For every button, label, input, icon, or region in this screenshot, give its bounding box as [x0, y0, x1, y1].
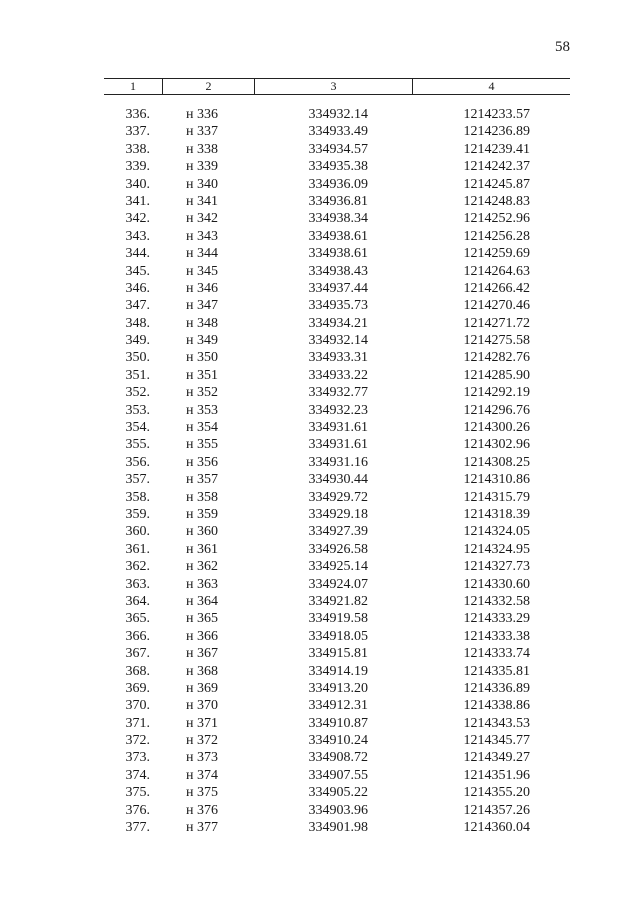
coordinate-x: 334926.58	[308, 541, 368, 557]
table-row	[0, 367, 639, 384]
coordinate-x: 334919.58	[308, 611, 368, 627]
coordinate-y: 1214285.90	[463, 367, 530, 383]
table-row	[0, 419, 639, 436]
coordinate-y: 1214302.96	[463, 437, 530, 453]
coordinate-y: 1214239.41	[463, 141, 530, 157]
row-index: 360.	[125, 524, 150, 540]
table-row	[0, 767, 639, 784]
point-name: н 341	[186, 193, 218, 209]
coordinate-x: 334933.31	[308, 350, 368, 366]
coordinate-y: 1214333.74	[463, 646, 530, 662]
row-index: 355.	[125, 437, 150, 453]
point-name: н 348	[186, 315, 218, 331]
point-name: н 368	[186, 663, 218, 679]
coordinate-x: 334915.81	[308, 646, 368, 662]
point-name: н 364	[186, 593, 218, 609]
coordinate-y: 1214324.05	[463, 524, 530, 540]
table-row	[0, 645, 639, 662]
point-name: н 352	[186, 385, 218, 401]
point-name: н 353	[186, 402, 218, 418]
row-index: 349.	[125, 333, 150, 349]
table-row	[0, 280, 639, 297]
row-index: 340.	[125, 176, 150, 192]
coordinate-x: 334905.22	[308, 785, 368, 801]
point-name: н 377	[186, 820, 218, 836]
row-index: 375.	[125, 785, 150, 801]
row-index: 364.	[125, 593, 150, 609]
point-name: н 362	[186, 559, 218, 575]
point-name: н 376	[186, 802, 218, 818]
row-index: 359.	[125, 506, 150, 522]
coordinate-x: 334932.77	[308, 385, 368, 401]
coordinate-x: 334927.39	[308, 524, 368, 540]
row-index: 341.	[125, 193, 150, 209]
coordinate-y: 1214315.79	[463, 489, 530, 505]
column-header-3: 3	[254, 79, 412, 94]
coordinate-y: 1214327.73	[463, 559, 530, 575]
table-row	[0, 489, 639, 506]
row-index: 361.	[125, 541, 150, 557]
point-name: н 372	[186, 733, 218, 749]
coordinate-x: 334938.61	[308, 246, 368, 262]
point-name: н 338	[186, 141, 218, 157]
table-row	[0, 158, 639, 175]
point-name: н 347	[186, 298, 218, 314]
column-header-4: 4	[412, 79, 570, 94]
point-name: н 363	[186, 576, 218, 592]
coordinate-y: 1214330.60	[463, 576, 530, 592]
row-index: 348.	[125, 315, 150, 331]
coordinate-y: 1214296.76	[463, 402, 530, 418]
row-index: 339.	[125, 159, 150, 175]
row-index: 366.	[125, 628, 150, 644]
point-name: н 350	[186, 350, 218, 366]
coordinate-x: 334924.07	[308, 576, 368, 592]
coordinate-y: 1214236.89	[463, 124, 530, 140]
coordinate-x: 334931.61	[308, 437, 368, 453]
coordinate-y: 1214292.19	[463, 385, 530, 401]
table-row	[0, 193, 639, 210]
row-index: 338.	[125, 141, 150, 157]
point-name: н 369	[186, 680, 218, 696]
coordinate-x: 334933.49	[308, 124, 368, 140]
row-index: 350.	[125, 350, 150, 366]
table-row	[0, 819, 639, 836]
point-name: н 356	[186, 454, 218, 470]
coordinate-x: 334936.81	[308, 193, 368, 209]
coordinate-y: 1214355.20	[463, 785, 530, 801]
coordinate-x: 334937.44	[308, 280, 368, 296]
point-name: н 345	[186, 263, 218, 279]
table-row	[0, 210, 639, 227]
coordinate-x: 334932.14	[308, 107, 368, 122]
table-row	[0, 610, 639, 627]
point-name: н 371	[186, 715, 218, 731]
coordinate-table-body	[0, 106, 639, 836]
coordinate-x: 334908.72	[308, 750, 368, 766]
row-index: 358.	[125, 489, 150, 505]
coordinate-y: 1214349.27	[463, 750, 530, 766]
coordinate-x: 334921.82	[308, 593, 368, 609]
point-name: н 365	[186, 611, 218, 627]
coordinate-x: 334914.19	[308, 663, 368, 679]
table-row	[0, 576, 639, 593]
row-index: 351.	[125, 367, 150, 383]
row-index: 347.	[125, 298, 150, 314]
coordinate-y: 1214245.87	[463, 176, 530, 192]
table-row	[0, 228, 639, 245]
table-row	[0, 663, 639, 680]
coordinate-x: 334929.72	[308, 489, 368, 505]
coordinate-x: 334938.61	[308, 228, 368, 244]
row-index: 354.	[125, 420, 150, 436]
coordinate-y: 1214351.96	[463, 767, 530, 783]
coordinate-y: 1214275.58	[463, 333, 530, 349]
point-name: н 343	[186, 228, 218, 244]
coordinate-x: 334925.14	[308, 559, 368, 575]
coordinate-x: 334913.20	[308, 680, 368, 696]
point-name: н 336	[186, 107, 218, 122]
coordinate-x: 334910.87	[308, 715, 368, 731]
coordinate-x: 334932.14	[308, 333, 368, 349]
point-name: н 357	[186, 472, 218, 488]
row-index: 337.	[125, 124, 150, 140]
coordinate-y: 1214248.83	[463, 193, 530, 209]
coordinate-y: 1214242.37	[463, 159, 530, 175]
coordinate-y: 1214333.29	[463, 611, 530, 627]
coordinate-y: 1214338.86	[463, 698, 530, 714]
coordinate-y: 1214300.26	[463, 420, 530, 436]
coordinate-x: 334903.96	[308, 802, 368, 818]
point-name: н 342	[186, 211, 218, 227]
point-name: н 373	[186, 750, 218, 766]
column-header-1: 1	[130, 79, 136, 93]
coordinate-y: 1214310.86	[463, 472, 530, 488]
table-row	[0, 558, 639, 575]
row-index: 373.	[125, 750, 150, 766]
table-row	[0, 349, 639, 366]
point-name: н 346	[186, 280, 218, 296]
coordinate-x: 334912.31	[308, 698, 368, 714]
coordinate-y: 1214266.42	[463, 280, 530, 296]
table-row	[0, 106, 639, 123]
coordinate-y: 1214308.25	[463, 454, 530, 470]
row-index: 357.	[125, 472, 150, 488]
coordinate-x: 334910.24	[308, 733, 368, 749]
coordinate-x: 334931.61	[308, 420, 368, 436]
coordinate-y: 1214333.38	[463, 628, 530, 644]
table-row	[0, 297, 639, 314]
coordinate-y: 1214332.58	[463, 593, 530, 609]
coordinate-y: 1214259.69	[463, 246, 530, 262]
row-index: 372.	[125, 733, 150, 749]
point-name: н 349	[186, 333, 218, 349]
coordinate-y: 1214233.57	[463, 107, 530, 122]
table-row	[0, 784, 639, 801]
coordinate-y: 1214345.77	[463, 733, 530, 749]
point-name: н 361	[186, 541, 218, 557]
table-row	[0, 541, 639, 558]
table-row	[0, 732, 639, 749]
row-index: 336.	[125, 107, 150, 122]
row-index: 342.	[125, 211, 150, 227]
point-name: н 337	[186, 124, 218, 140]
table-row	[0, 471, 639, 488]
coordinate-y: 1214324.95	[463, 541, 530, 557]
coordinate-y: 1214336.89	[463, 680, 530, 696]
point-name: н 360	[186, 524, 218, 540]
coordinate-x: 334934.21	[308, 315, 368, 331]
point-name: н 344	[186, 246, 218, 262]
row-index: 368.	[125, 663, 150, 679]
coordinate-x: 334935.73	[308, 298, 368, 314]
coordinate-y: 1214264.63	[463, 263, 530, 279]
table-row	[0, 436, 639, 453]
coordinate-y: 1214335.81	[463, 663, 530, 679]
row-index: 374.	[125, 767, 150, 783]
point-name: н 351	[186, 367, 218, 383]
table-row	[0, 628, 639, 645]
row-index: 362.	[125, 559, 150, 575]
point-name: н 355	[186, 437, 218, 453]
row-index: 371.	[125, 715, 150, 731]
coordinate-y: 1214282.76	[463, 350, 530, 366]
row-index: 377.	[125, 820, 150, 836]
row-index: 365.	[125, 611, 150, 627]
coordinate-y: 1214256.28	[463, 228, 530, 244]
row-index: 343.	[125, 228, 150, 244]
coordinate-x: 334907.55	[308, 767, 368, 783]
coordinate-y: 1214360.04	[463, 820, 530, 836]
table-row	[0, 506, 639, 523]
coordinate-x: 334929.18	[308, 506, 368, 522]
table-row	[0, 123, 639, 140]
table-row	[0, 749, 639, 766]
point-name: н 339	[186, 159, 218, 175]
row-index: 352.	[125, 385, 150, 401]
table-row	[0, 315, 639, 332]
column-header-2: 2	[162, 79, 254, 94]
coordinate-x: 334933.22	[308, 367, 368, 383]
table-row	[0, 402, 639, 419]
table-row	[0, 245, 639, 262]
table-row	[0, 802, 639, 819]
coordinate-x: 334918.05	[308, 628, 368, 644]
table-row	[0, 384, 639, 401]
row-index: 356.	[125, 454, 150, 470]
row-index: 370.	[125, 698, 150, 714]
table-row	[0, 454, 639, 471]
coordinate-x: 334936.09	[308, 176, 368, 192]
table-row	[0, 332, 639, 349]
coordinate-y: 1214270.46	[463, 298, 530, 314]
coordinate-x: 334934.57	[308, 141, 368, 157]
point-name: н 359	[186, 506, 218, 522]
page-number: 58	[555, 39, 570, 55]
point-name: н 366	[186, 628, 218, 644]
point-name: н 340	[186, 176, 218, 192]
coordinate-y: 1214318.39	[463, 506, 530, 522]
coordinate-x: 334938.34	[308, 211, 368, 227]
point-name: н 358	[186, 489, 218, 505]
point-name: н 375	[186, 785, 218, 801]
table-header	[104, 78, 570, 95]
table-row	[0, 523, 639, 540]
coordinate-x: 334901.98	[308, 820, 368, 836]
table-row	[0, 715, 639, 732]
row-index: 367.	[125, 646, 150, 662]
coordinate-x: 334932.23	[308, 402, 368, 418]
row-index: 344.	[125, 246, 150, 262]
coordinate-y: 1214357.26	[463, 802, 530, 818]
row-index: 345.	[125, 263, 150, 279]
coordinate-y: 1214343.53	[463, 715, 530, 731]
row-index: 363.	[125, 576, 150, 592]
coordinate-x: 334930.44	[308, 472, 368, 488]
point-name: н 367	[186, 646, 218, 662]
coordinate-y: 1214252.96	[463, 211, 530, 227]
table-row	[0, 697, 639, 714]
table-row	[0, 680, 639, 697]
row-index: 353.	[125, 402, 150, 418]
point-name: н 370	[186, 698, 218, 714]
row-index: 346.	[125, 280, 150, 296]
point-name: н 354	[186, 420, 218, 436]
coordinate-x: 334931.16	[308, 454, 368, 470]
point-name: н 374	[186, 767, 218, 783]
row-index: 369.	[125, 680, 150, 696]
coordinate-x: 334938.43	[308, 263, 368, 279]
table-row	[0, 176, 639, 193]
coordinate-x: 334935.38	[308, 159, 368, 175]
row-index: 376.	[125, 802, 150, 818]
coordinate-y: 1214271.72	[463, 315, 530, 331]
table-row	[0, 593, 639, 610]
table-row	[0, 141, 639, 158]
table-row	[0, 263, 639, 280]
